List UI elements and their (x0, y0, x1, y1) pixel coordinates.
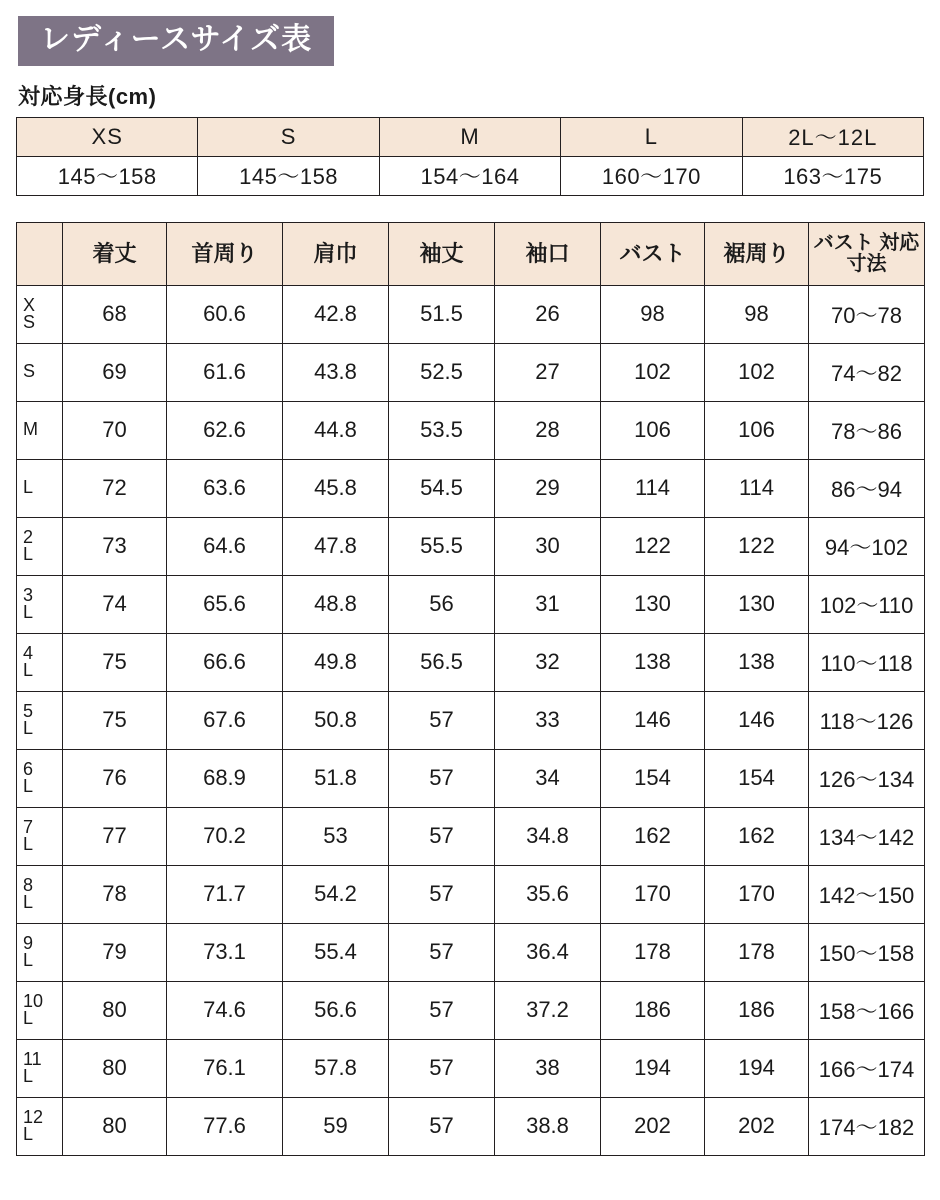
table-cell: 114 (705, 459, 809, 517)
row-size-label-stack (23, 294, 62, 332)
table-row (17, 459, 925, 517)
table-cell: 71.7 (167, 865, 283, 923)
row-size-label-line: L (23, 1124, 34, 1144)
table-cell: 70.2 (167, 807, 283, 865)
table-cell: 78〜86 (809, 401, 925, 459)
table-cell: 77 (63, 807, 167, 865)
height-range-cell: 160〜170 (561, 156, 742, 195)
row-size-label (17, 1039, 63, 1097)
height-size-cell: L (561, 117, 742, 156)
row-size-label-line: L (23, 892, 34, 912)
table-cell: 138 (705, 633, 809, 691)
table-row (17, 807, 925, 865)
table-row (17, 865, 925, 923)
row-size-label-line: 11 (23, 1048, 42, 1069)
row-size-label-line: S (23, 312, 36, 332)
row-size-label-line: 7 (23, 816, 34, 837)
table-cell: 70〜78 (809, 285, 925, 343)
table-cell: 130 (705, 575, 809, 633)
table-cell: 77.6 (167, 1097, 283, 1155)
table-cell: 94〜102 (809, 517, 925, 575)
row-size-label-line: 8 (23, 874, 34, 895)
table-cell: 146 (601, 691, 705, 749)
row-size-label-stack (23, 526, 62, 564)
row-size-label (17, 633, 63, 691)
table-cell: 166〜174 (809, 1039, 925, 1097)
table-cell: 57.8 (283, 1039, 389, 1097)
height-range-cell: 154〜164 (379, 156, 560, 195)
table-cell: 62.6 (167, 401, 283, 459)
table-cell: 74〜82 (809, 343, 925, 401)
table-cell: 37.2 (495, 981, 601, 1039)
table-cell: 186 (601, 981, 705, 1039)
column-header-sodeguchi: 袖口 (495, 222, 601, 285)
table-cell: 162 (705, 807, 809, 865)
table-cell: 76.1 (167, 1039, 283, 1097)
table-cell: 50.8 (283, 691, 389, 749)
table-cell: 56 (389, 575, 495, 633)
table-cell: 30 (495, 517, 601, 575)
table-cell: 51.5 (389, 285, 495, 343)
table-cell: 28 (495, 401, 601, 459)
table-cell: 80 (63, 1097, 167, 1155)
table-cell: 118〜126 (809, 691, 925, 749)
row-size-label-line: S (23, 361, 36, 382)
row-size-label-line: 10 (23, 990, 44, 1011)
row-size-label (17, 865, 63, 923)
row-size-label (17, 923, 63, 981)
table-cell: 154 (705, 749, 809, 807)
table-cell: 74.6 (167, 981, 283, 1039)
table-cell: 106 (705, 401, 809, 459)
column-header-kitake: 着丈 (63, 222, 167, 285)
height-size-cell: 2L〜12L (742, 117, 923, 156)
table-cell: 29 (495, 459, 601, 517)
table-cell: 146 (705, 691, 809, 749)
table-cell: 54.5 (389, 459, 495, 517)
height-size-cell: M (379, 117, 560, 156)
table-cell: 60.6 (167, 285, 283, 343)
table-cell: 56.5 (389, 633, 495, 691)
table-cell: 57 (389, 923, 495, 981)
measurement-table (16, 222, 925, 1156)
table-cell: 57 (389, 691, 495, 749)
table-cell: 86〜94 (809, 459, 925, 517)
table-cell: 130 (601, 575, 705, 633)
row-size-label-line: L (23, 834, 34, 854)
height-table-header-row (17, 117, 924, 156)
table-cell: 43.8 (283, 343, 389, 401)
column-header-bust-fit-size (809, 222, 925, 285)
table-cell: 42.8 (283, 285, 389, 343)
row-size-label (17, 1097, 63, 1155)
table-cell: 51.8 (283, 749, 389, 807)
table-cell: 34.8 (495, 807, 601, 865)
row-size-label (17, 343, 63, 401)
row-size-label (17, 401, 63, 459)
row-size-label-line: L (23, 544, 34, 564)
table-cell: 52.5 (389, 343, 495, 401)
table-cell: 194 (601, 1039, 705, 1097)
row-size-label-stack (23, 816, 62, 854)
row-size-label-line: M (23, 419, 38, 440)
table-row (17, 575, 925, 633)
height-range-cell: 145〜158 (198, 156, 379, 195)
table-cell: 138 (601, 633, 705, 691)
table-cell: 49.8 (283, 633, 389, 691)
table-cell: 134〜142 (809, 807, 925, 865)
table-cell: 150〜158 (809, 923, 925, 981)
table-cell: 178 (601, 923, 705, 981)
table-cell: 174〜182 (809, 1097, 925, 1155)
table-cell: 102 (601, 343, 705, 401)
row-size-label-stack (23, 932, 62, 970)
table-row (17, 923, 925, 981)
row-size-label-line: 5 (23, 700, 34, 721)
table-cell: 48.8 (283, 575, 389, 633)
row-size-label-stack (23, 421, 62, 438)
measurement-table-body (17, 285, 925, 1155)
table-cell: 78 (63, 865, 167, 923)
table-cell: 55.4 (283, 923, 389, 981)
table-cell: 162 (601, 807, 705, 865)
table-cell: 170 (705, 865, 809, 923)
row-size-label-stack (23, 584, 62, 622)
table-cell: 45.8 (283, 459, 389, 517)
table-cell: 53 (283, 807, 389, 865)
table-cell: 68.9 (167, 749, 283, 807)
table-row (17, 749, 925, 807)
table-cell: 74 (63, 575, 167, 633)
table-cell: 186 (705, 981, 809, 1039)
table-row (17, 285, 925, 343)
height-size-cell: S (198, 117, 379, 156)
table-cell: 54.2 (283, 865, 389, 923)
table-row (17, 343, 925, 401)
table-corner-cell (17, 222, 63, 285)
table-cell: 98 (601, 285, 705, 343)
row-size-label (17, 575, 63, 633)
table-cell: 47.8 (283, 517, 389, 575)
height-range-cell: 163〜175 (742, 156, 923, 195)
row-size-label-line: L (23, 950, 34, 970)
table-cell: 75 (63, 691, 167, 749)
measurement-table-header-row (17, 222, 925, 285)
table-cell: 65.6 (167, 575, 283, 633)
row-size-label-stack (23, 990, 62, 1028)
row-size-label-line: 4 (23, 642, 34, 663)
table-cell: 126〜134 (809, 749, 925, 807)
row-size-label-stack (23, 363, 62, 380)
table-cell: 26 (495, 285, 601, 343)
table-cell: 57 (389, 865, 495, 923)
table-cell: 79 (63, 923, 167, 981)
table-cell: 32 (495, 633, 601, 691)
row-size-label-stack (23, 874, 62, 912)
row-size-label-line: L (23, 1008, 34, 1028)
row-size-label-line: L (23, 718, 34, 738)
column-header-katahaba: 肩巾 (283, 222, 389, 285)
row-size-label-line: 12 (23, 1106, 44, 1127)
row-size-label-line: 6 (23, 758, 34, 779)
table-row (17, 981, 925, 1039)
table-cell: 31 (495, 575, 601, 633)
table-cell: 57 (389, 1097, 495, 1155)
table-row (17, 401, 925, 459)
row-size-label-line: L (23, 776, 34, 796)
row-size-label (17, 981, 63, 1039)
row-size-label-line: L (23, 660, 34, 680)
table-cell: 61.6 (167, 343, 283, 401)
table-cell: 76 (63, 749, 167, 807)
row-size-label-line: L (23, 602, 34, 622)
table-cell: 57 (389, 749, 495, 807)
row-size-label-line: 9 (23, 932, 34, 953)
table-cell: 75 (63, 633, 167, 691)
table-cell: 154 (601, 749, 705, 807)
table-cell: 64.6 (167, 517, 283, 575)
height-table (16, 117, 924, 196)
bust-fit-line2: 対応寸法 (846, 231, 920, 275)
table-row (17, 517, 925, 575)
row-size-label (17, 459, 63, 517)
row-size-label (17, 285, 63, 343)
column-header-sodetake: 袖丈 (389, 222, 495, 285)
table-cell: 63.6 (167, 459, 283, 517)
column-header-susomawari: 裾周り (705, 222, 809, 285)
table-cell: 72 (63, 459, 167, 517)
bust-fit-line1: バスト (813, 231, 874, 254)
table-cell: 122 (705, 517, 809, 575)
table-cell: 158〜166 (809, 981, 925, 1039)
table-cell: 202 (601, 1097, 705, 1155)
row-size-label-stack (23, 642, 62, 680)
table-cell: 73.1 (167, 923, 283, 981)
table-row (17, 1039, 925, 1097)
table-cell: 80 (63, 1039, 167, 1097)
table-cell: 106 (601, 401, 705, 459)
row-size-label-stack (23, 758, 62, 796)
table-cell: 69 (63, 343, 167, 401)
row-size-label-line: X (23, 294, 36, 315)
table-cell: 110〜118 (809, 633, 925, 691)
table-cell: 56.6 (283, 981, 389, 1039)
table-cell: 67.6 (167, 691, 283, 749)
table-cell: 114 (601, 459, 705, 517)
table-cell: 98 (705, 285, 809, 343)
height-range-cell: 145〜158 (17, 156, 198, 195)
table-cell: 38 (495, 1039, 601, 1097)
table-cell: 202 (705, 1097, 809, 1155)
row-size-label (17, 691, 63, 749)
table-cell: 44.8 (283, 401, 389, 459)
table-cell: 57 (389, 981, 495, 1039)
row-size-label-stack (23, 700, 62, 738)
table-cell: 35.6 (495, 865, 601, 923)
table-cell: 27 (495, 343, 601, 401)
table-cell: 66.6 (167, 633, 283, 691)
table-cell: 36.4 (495, 923, 601, 981)
table-row (17, 1097, 925, 1155)
row-size-label-stack (23, 1106, 62, 1144)
table-cell: 80 (63, 981, 167, 1039)
column-header-kubimawari: 首周り (167, 222, 283, 285)
table-cell: 194 (705, 1039, 809, 1097)
table-cell: 102〜110 (809, 575, 925, 633)
row-size-label-line: L (23, 1066, 34, 1086)
row-size-label-stack (23, 479, 62, 496)
row-size-label (17, 749, 63, 807)
table-cell: 34 (495, 749, 601, 807)
page-title: レディースサイズ表 (18, 16, 334, 66)
row-size-label (17, 517, 63, 575)
row-size-label (17, 807, 63, 865)
column-header-bust: バスト (601, 222, 705, 285)
table-row (17, 633, 925, 691)
table-cell: 102 (705, 343, 809, 401)
table-cell: 57 (389, 1039, 495, 1097)
table-cell: 178 (705, 923, 809, 981)
table-cell: 53.5 (389, 401, 495, 459)
table-cell: 122 (601, 517, 705, 575)
row-size-label-stack (23, 1048, 62, 1086)
table-cell: 142〜150 (809, 865, 925, 923)
table-row (17, 691, 925, 749)
table-cell: 70 (63, 401, 167, 459)
row-size-label-line: 2 (23, 526, 34, 547)
table-cell: 73 (63, 517, 167, 575)
height-size-cell: XS (17, 117, 198, 156)
row-size-label-line: 3 (23, 584, 34, 605)
table-cell: 59 (283, 1097, 389, 1155)
table-cell: 38.8 (495, 1097, 601, 1155)
table-cell: 33 (495, 691, 601, 749)
table-cell: 68 (63, 285, 167, 343)
table-cell: 55.5 (389, 517, 495, 575)
height-section-heading: 対応身長(cm) (18, 83, 157, 109)
height-table-value-row (17, 156, 924, 195)
table-cell: 57 (389, 807, 495, 865)
table-cell: 170 (601, 865, 705, 923)
row-size-label-line: L (23, 477, 34, 498)
